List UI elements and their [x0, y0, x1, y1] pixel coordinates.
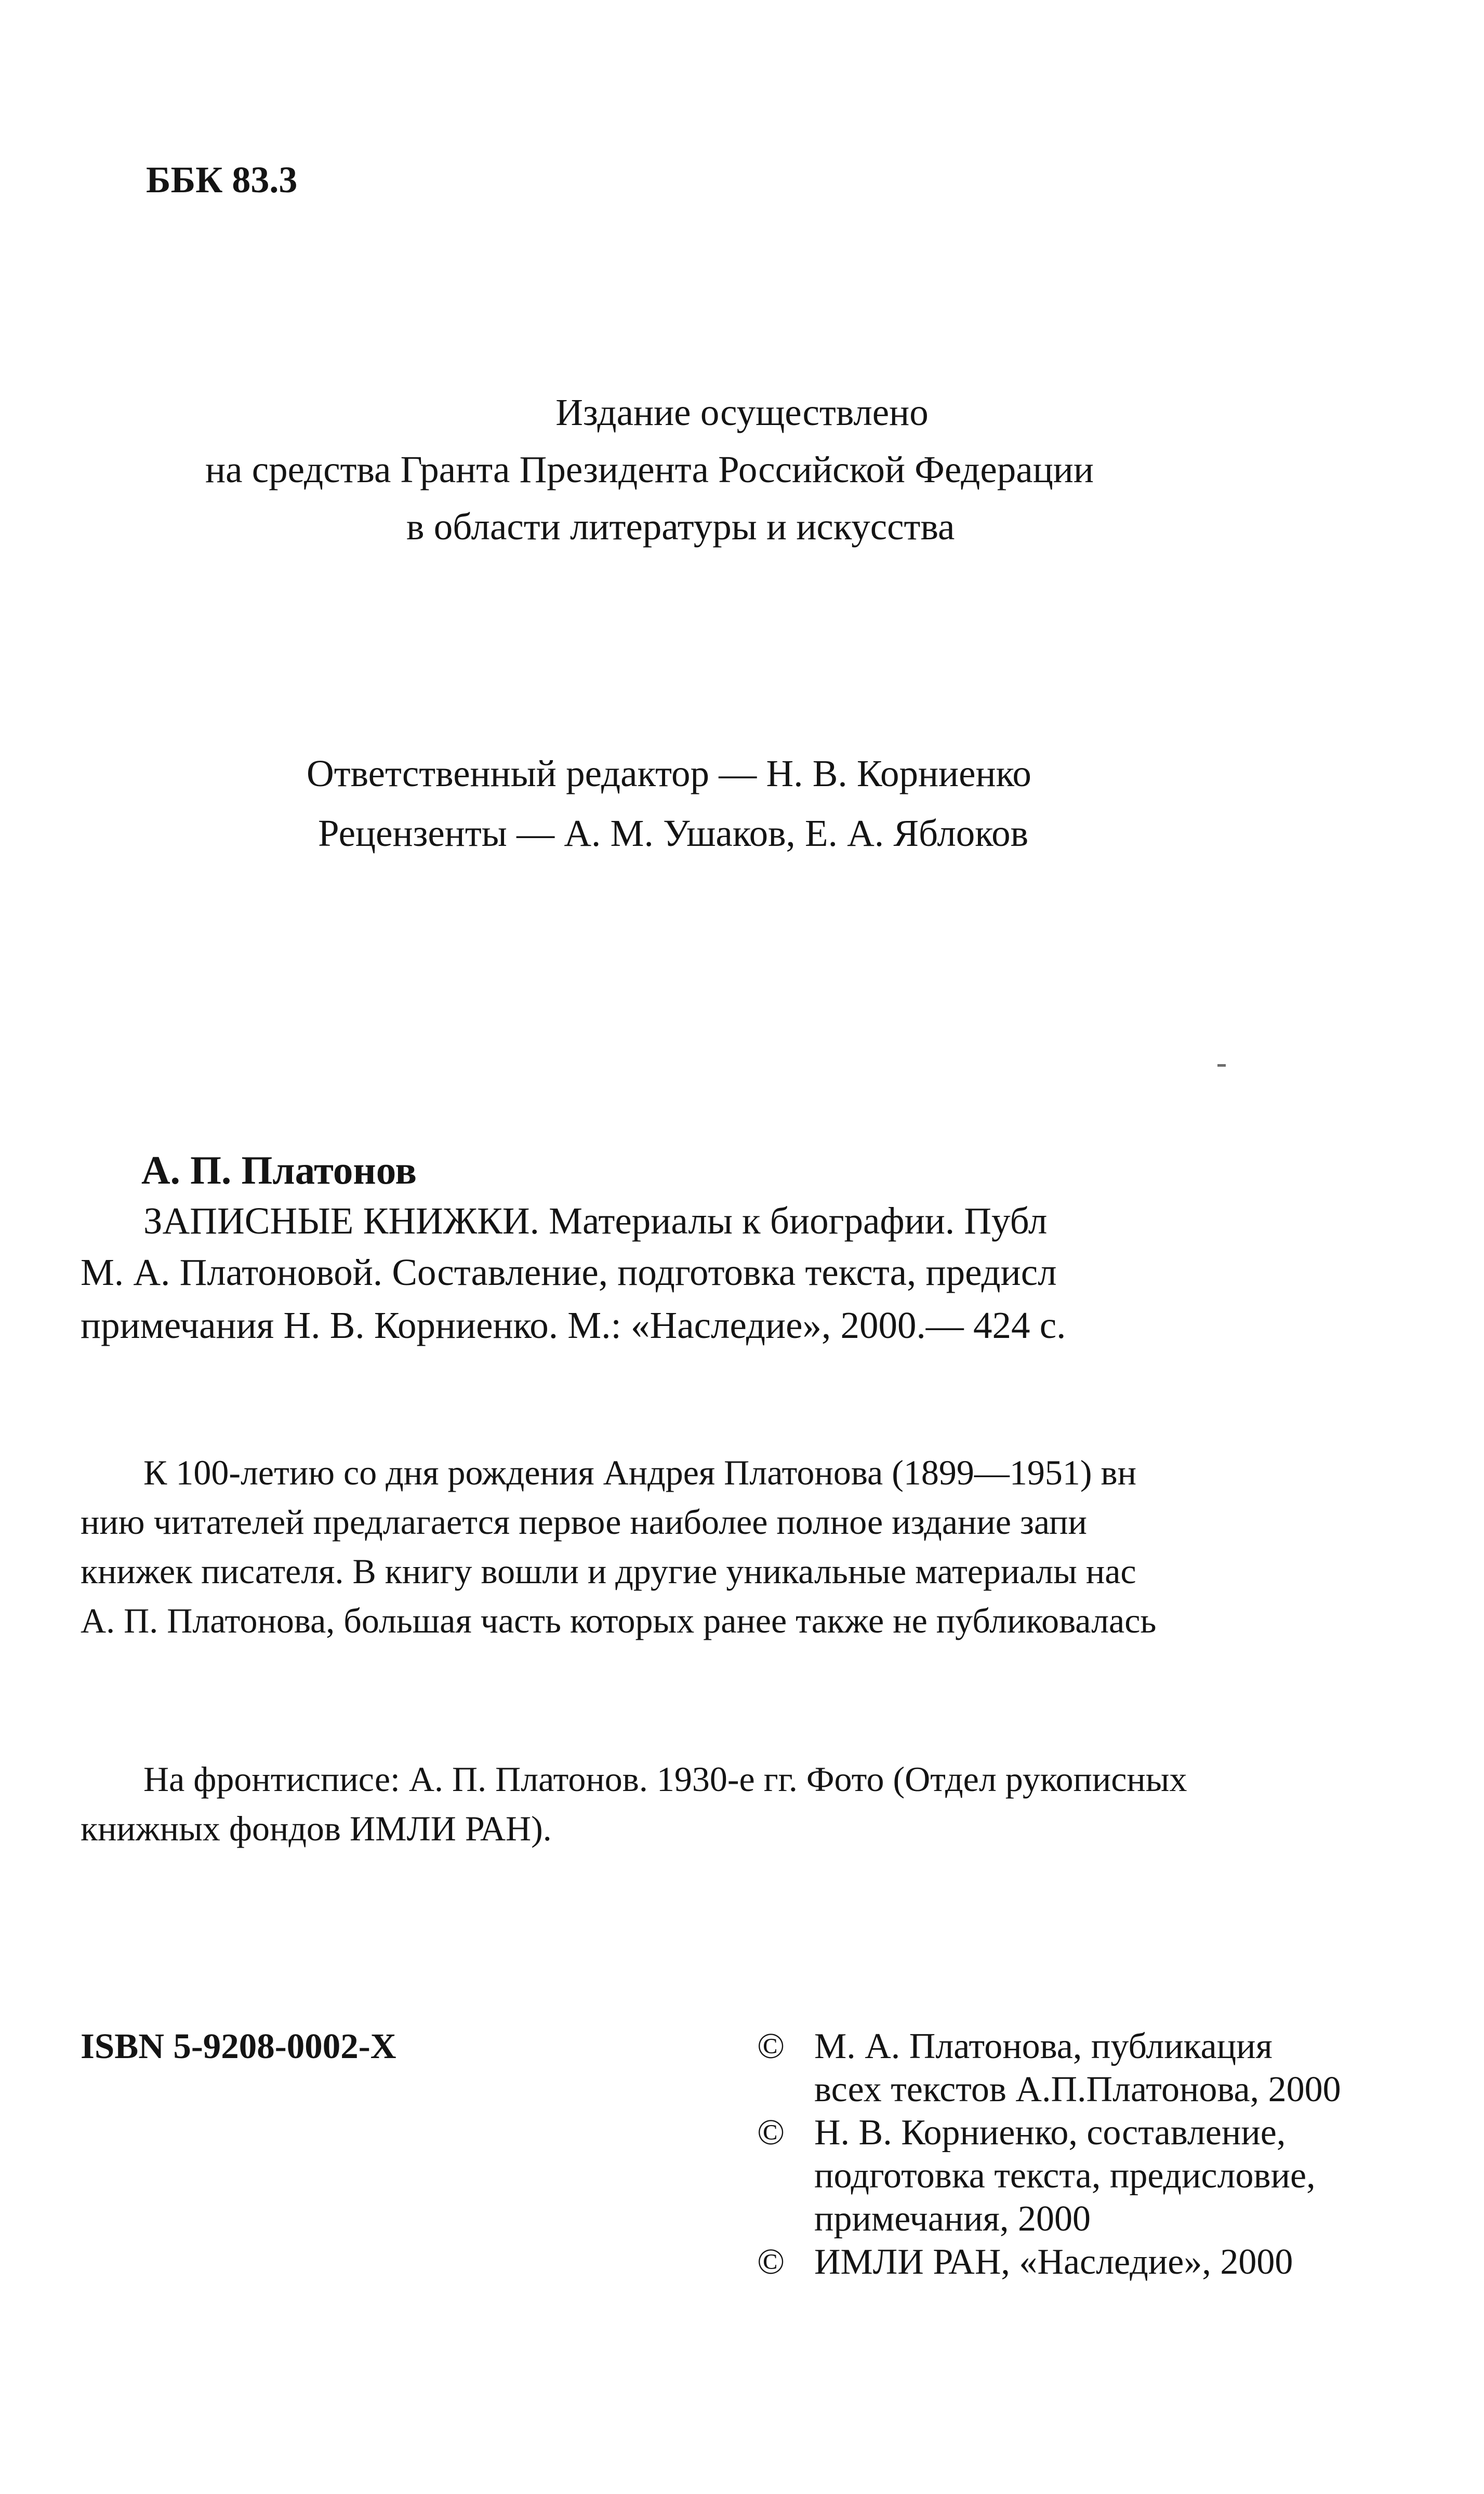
bibliographic-line-2: М. А. Платоновой. Составление, подготовка текста, предисл [81, 1251, 1057, 1293]
grant-line-1: Издание осуществлено [555, 391, 929, 433]
author-heading: А. П. Платонов [141, 1148, 417, 1192]
responsible-editor: Ответственный редактор — Н. В. Корниенко [307, 752, 1031, 794]
bibliographic-line-1: ЗАПИСНЫЕ КНИЖКИ. Материалы к биографии. Публ [143, 1200, 1048, 1242]
copyright-2-line-2: подготовка текста, предисловие, [814, 2156, 1316, 2196]
frontispiece-line-2: книжных фондов ИМЛИ РАН). [81, 1809, 552, 1848]
copyright-symbol: © [757, 2026, 785, 2066]
copyright-2-line-1: Н. В. Корниенко, составление, [814, 2113, 1286, 2153]
print-speck [1217, 1064, 1226, 1067]
copyright-3-line-1: ИМЛИ РАН, «Наследие», 2000 [814, 2242, 1293, 2282]
copyright-1-line-2: всех текстов А.П.Платонова, 2000 [814, 2070, 1341, 2110]
frontispiece-line-1: На фронтисписе: А. П. Платонов. 1930-е гг. Фото (Отдел рукописных [143, 1759, 1187, 1799]
copyright-symbol: © [757, 2113, 785, 2153]
copyright-symbol: © [757, 2242, 785, 2282]
annotation-line-4: А. П. Платонова, большая часть которых ранее также не публиковалась [81, 1601, 1157, 1640]
bibliographic-line-3: примечания Н. В. Корниенко. М.: «Наследие», 2000.— 424 с. [81, 1304, 1066, 1346]
bbk-code: ББК 83.3 [146, 159, 298, 201]
annotation-line-1: К 100-летию со дня рождения Андрея Платонова (1899—1951) вн [143, 1453, 1137, 1492]
copyright-2-line-3: примечания, 2000 [814, 2199, 1091, 2239]
annotation-line-3: книжек писателя. В книгу вошли и другие уникальные материалы нас [81, 1551, 1136, 1591]
annotation-line-2: нию читателей предлагается первое наиболее полное издание запи [81, 1502, 1087, 1542]
grant-line-2: на средства Гранта Президента Российской Федерации [205, 448, 1094, 490]
isbn: ISBN 5-9208-0002-X [81, 2026, 396, 2066]
copyright-1-line-1: М. А. Платонова, публикация [814, 2026, 1273, 2066]
reviewers: Рецензенты — А. М. Ушаков, Е. А. Яблоков [318, 812, 1029, 854]
grant-line-3: в области литературы и искусства [406, 506, 955, 548]
